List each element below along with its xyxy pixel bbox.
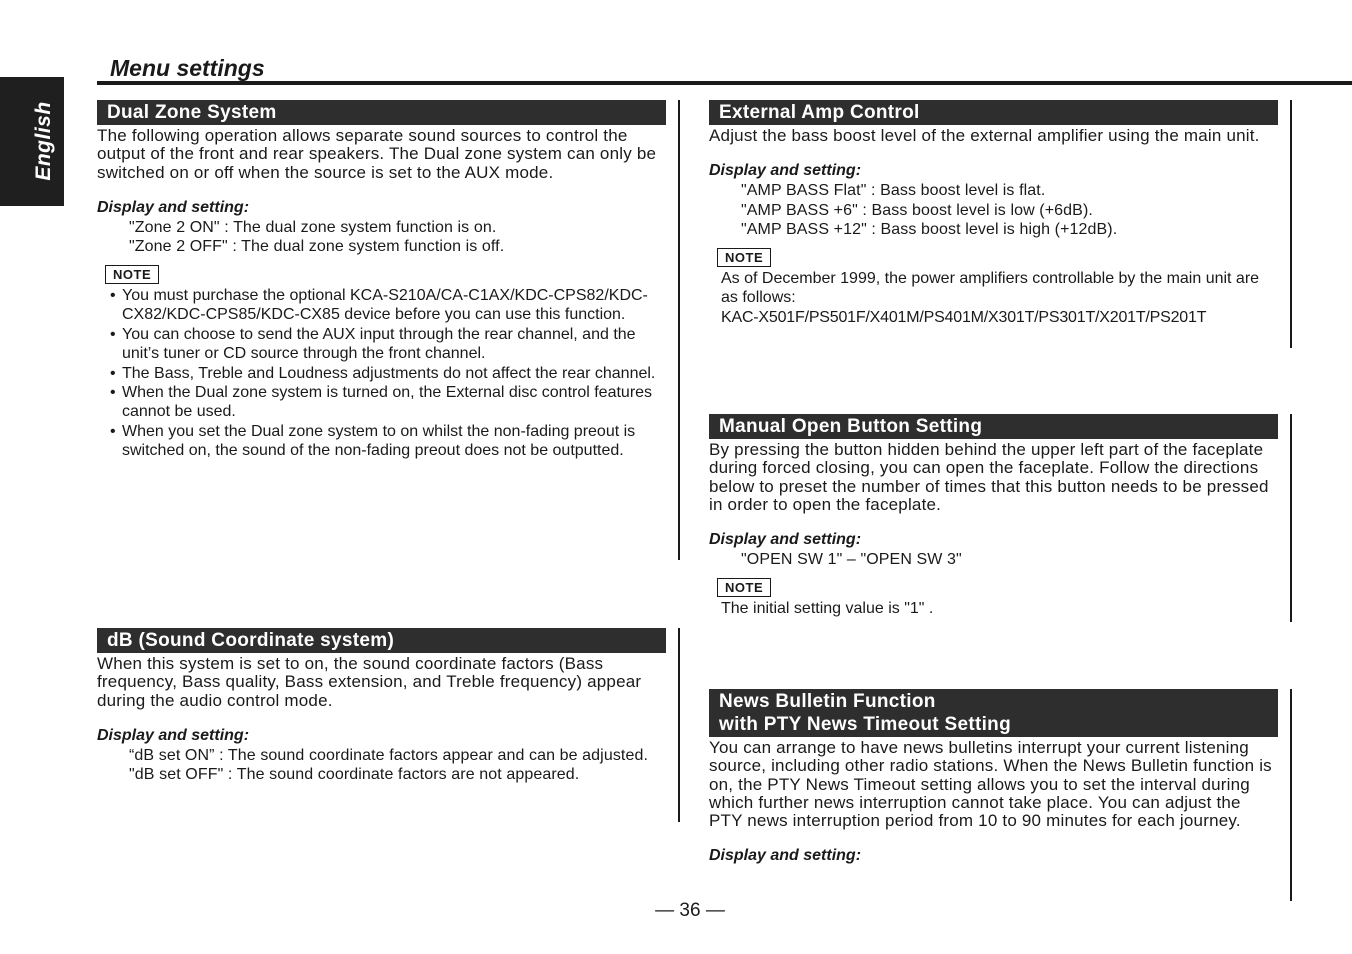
db-system-setting-off: "dB set OFF" : The sound coordinate factors are not appeared. [129,766,580,784]
dual-zone-section [97,100,680,560]
dual-zone-header: Dual Zone System [97,100,666,125]
external-amp-intro: Adjust the bass boost level of the external amplifier using the main unit. [709,126,1260,145]
external-amp-note-text: As of December 1999, the power amplifiers controllable by the main unit are as follows: [721,269,1260,307]
external-amp-setting-6: "AMP BASS +6" : Bass boost level is low (+6dB). [741,201,1093,219]
db-system-setting-on: “dB set ON” : The sound coordinate factors appear and can be adjusted. [129,746,649,764]
dual-zone-intro: The following operation allows separate sound sources to control the output of the front and rear speakers. The Dual zone system can only be switched on or off when the source is set to the AUX mode. [97,126,657,182]
news-bulletin-header-line1: News Bulletin Function [719,691,936,712]
manual-open-note-badge: NOTE [717,578,771,597]
dual-zone-setting-off: "Zone 2 OFF" : The dual zone system function is off. [129,238,505,256]
external-amp-header: External Amp Control [709,100,1278,125]
manual-open-intro: By pressing the button hidden behind the upper left part of the faceplate during forced closing, you can open the faceplate. Follow the directions below to preset the number of times that this button needs to be pressed in order to open the faceplate. [709,440,1269,514]
dual-zone-note-item: • You must purchase the optional KCA-S210A/CA-C1AX/KDC-CPS82/KDC-CX82/KDC-CPS85/KDC-CX85 device before you can use this function. [97,286,666,325]
news-bulletin-header [709,689,1278,737]
external-amp-section [709,100,1292,348]
news-bulletin-header-line2: with PTY News Timeout Setting [719,714,1011,735]
external-amp-setting-flat: "AMP BASS Flat" : Bass boost level is flat. [741,182,1046,200]
news-bulletin-section [709,689,1292,901]
manual-open-section [709,414,1292,622]
external-amp-note-badge: NOTE [717,248,771,267]
dual-zone-display-setting-label: Display and setting: [97,198,250,216]
page-title: Menu settings [110,55,265,81]
title-rule [97,81,1352,85]
manual-open-header: Manual Open Button Setting [709,414,1278,439]
language-tab-label: English [32,101,55,181]
manual-open-display-setting-label: Display and setting: [709,531,862,549]
db-system-header: dB (Sound Coordinate system) [97,628,666,653]
db-system-section [97,628,680,822]
page-number: — 36 — [655,900,725,921]
external-amp-display-setting-label: Display and setting: [709,162,862,180]
db-system-display-setting-label: Display and setting: [97,726,250,744]
dual-zone-note-item: • When you set the Dual zone system to on whilst the non-fading preout is switched on, the sound of the non-fading preout does not be outputted. [97,422,666,461]
news-bulletin-intro: You can arrange to have news bulletins interrupt your current listening source, including other radio stations. When the News Bulletin function is on, the PTY News Timeout setting allows you to set the interval during which further news interruption cannot take place. You can adjust the PTY news interruption period from 10 to 90 minutes for each journey. [709,738,1272,831]
manual-open-setting: "OPEN SW 1" – "OPEN SW 3" [741,551,962,569]
external-amp-setting-12: "AMP BASS +12" : Bass boost level is high (+12dB). [741,221,1118,239]
dual-zone-note-badge: NOTE [105,265,159,284]
db-system-intro: When this system is set to on, the sound coordinate factors (Bass frequency, Bass quality, Bass extension, and Treble frequency) appear during the audio control mode. [97,654,642,710]
dual-zone-setting-on: "Zone 2 ON" : The dual zone system function is on. [129,218,497,236]
dual-zone-notes [97,286,666,461]
external-amp-model-list: KAC-X501F/PS501F/X401M/PS401M/X301T/PS301T/X201T/PS201T [721,308,1207,326]
dual-zone-note-item: • The Bass, Treble and Loudness adjustments do not affect the rear channel. [97,364,666,383]
dual-zone-note-item: • You can choose to send the AUX input through the rear channel, and the unit’s tuner or CD source through the front channel. [97,325,666,364]
dual-zone-note-item: • When the Dual zone system is turned on, the External disc control features cannot be used. [97,383,666,422]
language-tab [0,77,64,206]
news-bulletin-display-setting-label: Display and setting: [709,847,862,865]
manual-open-note-text: The initial setting value is "1" . [721,599,934,617]
